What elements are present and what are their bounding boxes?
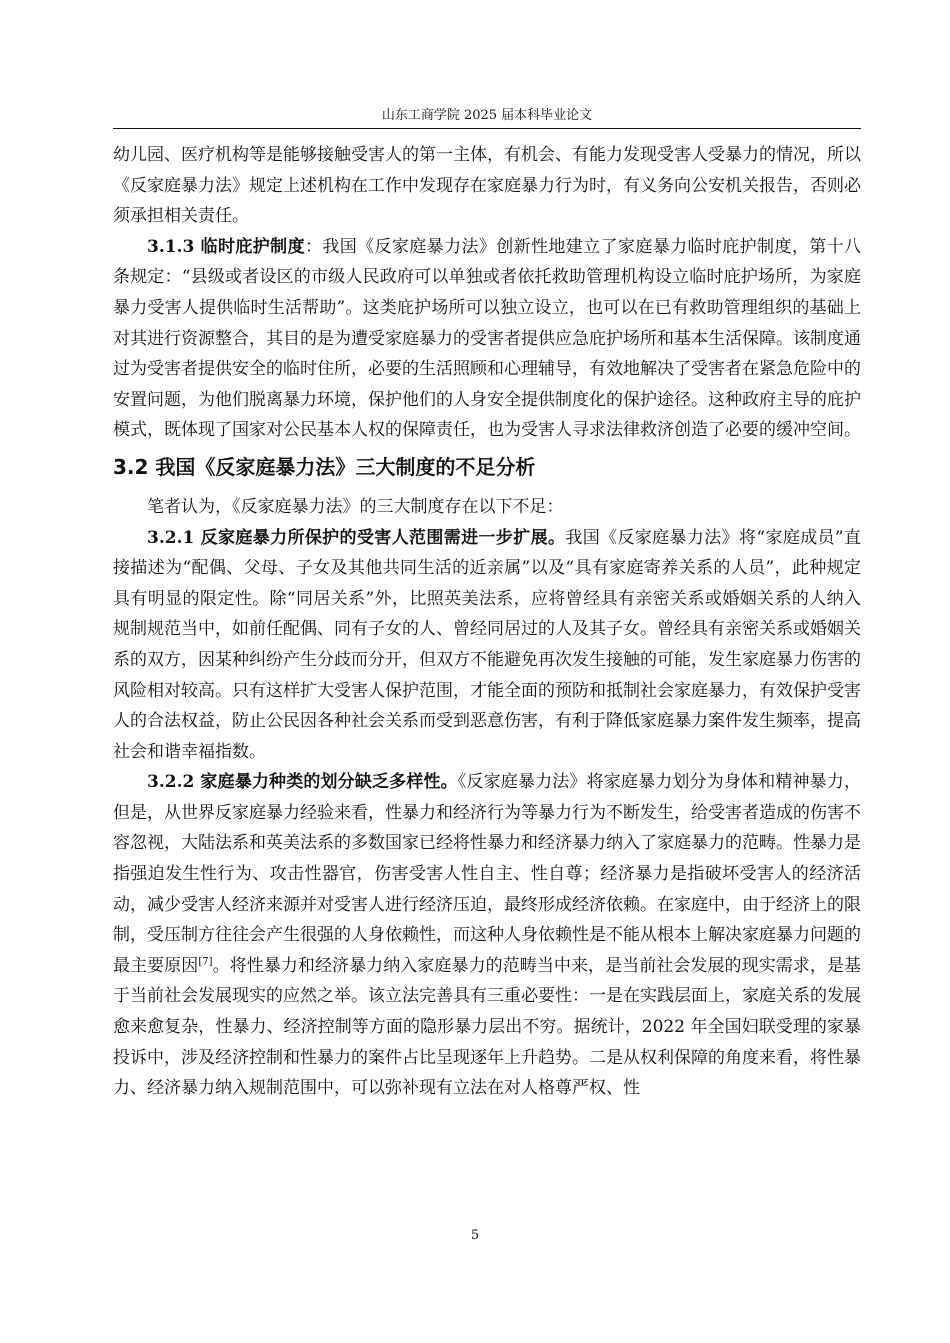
paragraph-text: ：我国《反家庭暴力法》创新性地建立了家庭暴力临时庇护制度，第十八条规定：“县级或者设区的市级人民政府可以单独或者依托救助管理机构设立临时庇护场所，为家庭暴力受害人提供临时生活帮助”。这类庇护场所可以独立设立，也可以在已有救助管理组织的基础上对其进行资源整合，其目的是为遭受家庭暴力的受害者提供应急庇护场所和基本生活保障。该制度通过为受害者提供安全的临时住所，必要的生活照顾和心理辅导，有效地解决了受害者在紧急危险中的安置问题，为他们脱离暴力环境，保护他们的人身安全提供制度化的保护途径。这种政府主导的庇护模式，既体现了国家对公民基本人权的保障责任，也为受害人寻求法律救济创造了必要的缓冲空间。 (113, 236, 862, 441)
paragraph-victim-scope (113, 523, 861, 768)
paragraph-text: 《反家庭暴力法》将家庭暴力划分为身体和精神暴力，但是，从世界反家庭暴力经验来看，性暴力和经济行为等暴力行为不断发生，给受害者造成的伤害不容忽视，大陆法系和英美法系的多数国家已经将性暴力和经济暴力纳入了家庭暴力的范畴。性暴力是指强迫发生性行为、攻击性器官，伤害受害人性自主、性自尊；经济暴力是指破坏受害人的经济活动，减少受害人经济来源并对受害人进行经济压迫，最终形成经济依赖。在家庭中，由于经济上的限制，受压制方往往会产生很强的人身依赖性，而这种人身依赖性是不能从根本上解决家庭暴力问题的最主要原因 (113, 772, 861, 976)
page-number: 5 (470, 1228, 480, 1243)
section-title-3-2: 3.2 我国《反家庭暴力法》三大制度的不足分析 (113, 454, 536, 479)
paragraph-intro: 笔者认为，《反家庭暴力法》的三大制度存在以下不足： (147, 496, 564, 517)
paragraph-continuation: 幼儿园、医疗机构等是能够接触受害人的第一主体，有机会、有能力发现受害人受暴力的情况，所以《反家庭暴力法》规定上述机构在工作中发现存在家庭暴力行为时，有义务向公安机关报告，否则必须承担相关责任。 (113, 145, 861, 227)
paragraph-temporary-shelter (113, 232, 861, 446)
subsection-heading-3-1-3: 3.1.3 临时庇护制度 (147, 236, 305, 257)
citation-reference: [7] (198, 956, 213, 968)
running-header: 山东工商学院 2025 届本科毕业论文 (381, 108, 593, 123)
paragraph-text: 。将性暴力和经济暴力纳入家庭暴力的范畴当中来，是当前社会发展的现实需求，是基于当前社会发展现实的应然之举。该立法完善具有三重必要性：一是在实践层面上，家庭关系的发展愈来愈复杂，性暴力、经济控制等方面的隐形暴力层出不穷。据统计，2022 年全国妇联受理的家暴投诉中，涉及经济控制和性暴力的案件占比呈现逐年上升趋势。二是从权利保障的角度来看，将性暴力、经济暴力纳入规制范围中，可以弥补现有立法在对人格尊严权、性 (113, 955, 862, 1099)
header-divider (113, 128, 861, 129)
subsection-heading-3-2-2: 3.2.2 家庭暴力种类的划分缺乏多样性。 (147, 772, 458, 793)
paragraph-text: 我国《反家庭暴力法》将“家庭成员”直接描述为“配偶、父母、子女及其他共同生活的近亲属”以及“具有家庭寄养关系的人员”，此种规定具有明显的限定性。除“同居关系”外，比照英美法系，应将曾经具有亲密关系或婚姻关系的人纳入规制规范当中，如前任配偶、同有子女的人、曾经同居过的人及其子女。曾经具有亲密关系或婚姻关系的双方，因某种纠纷产生分歧而分开，但双方不能避免再次发生接触的可能，发生家庭暴力伤害的风险相对较高。只有这样扩大受害人保护范围，才能全面的预防和抵制社会家庭暴力，有效保护受害人的合法权益，防止公民因各种社会关系而受到恶意伤害，有利于降低家庭暴力案件发生频率，提高社会和谐幸福指数。 (113, 527, 861, 762)
paragraph-violence-types (113, 767, 861, 1104)
body-text (113, 140, 861, 1104)
subsection-heading-3-2-1: 3.2.1 反家庭暴力所保护的受害人范围需进一步扩展。 (147, 527, 566, 548)
